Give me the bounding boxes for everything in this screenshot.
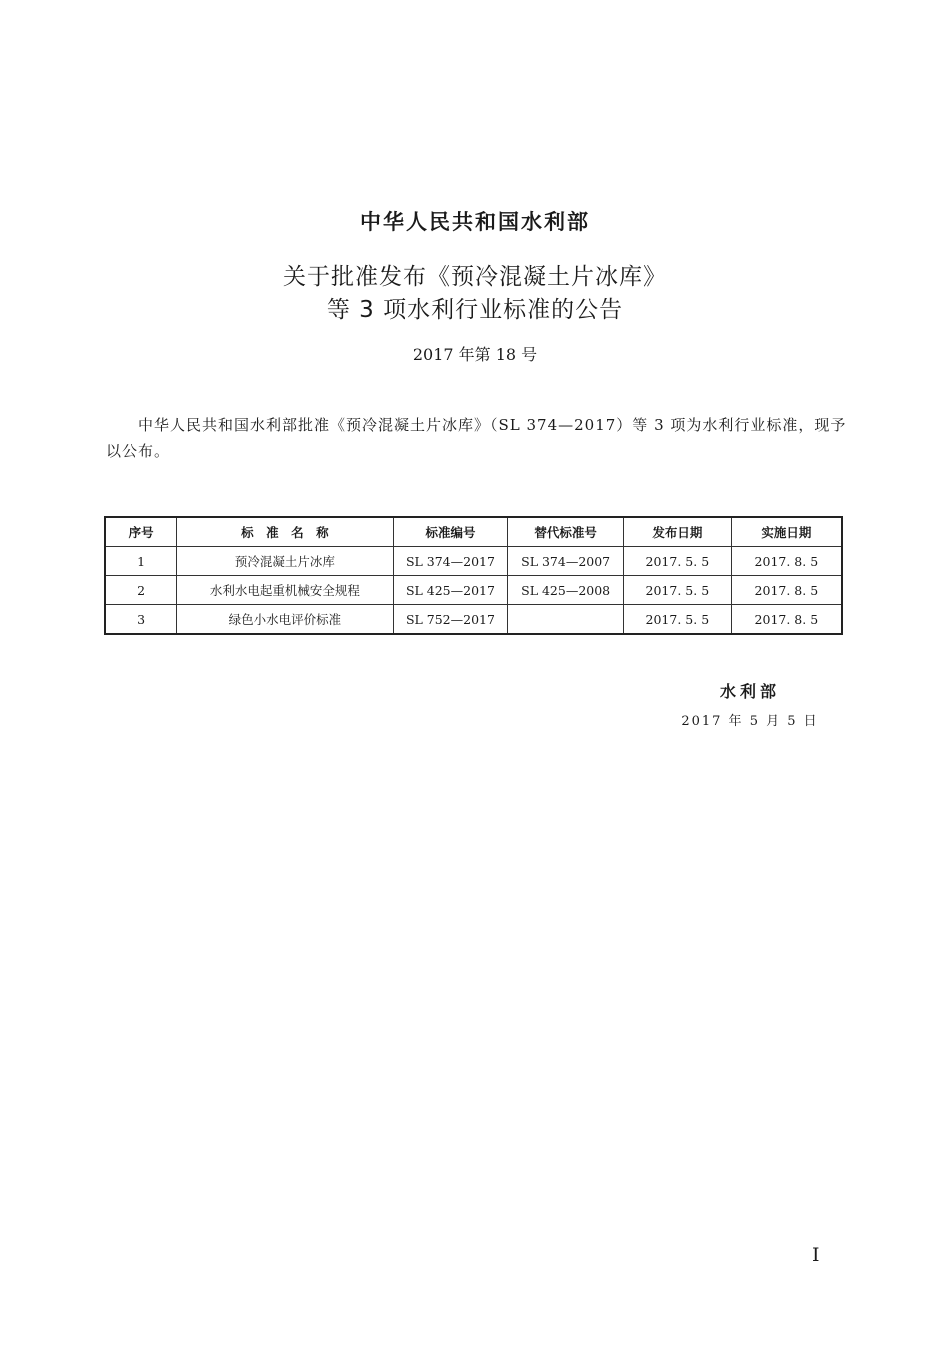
cell-serial: 2 — [105, 576, 177, 605]
table-row — [105, 576, 842, 605]
cell-replaced-code: SL 374—2007 — [508, 547, 624, 576]
cell-standard-code: SL 752—2017 — [393, 605, 508, 635]
cell-effective-date: 2017. 8. 5 — [731, 547, 842, 576]
cell-standard-name: 绿色小水电评价标准 — [177, 605, 393, 635]
cell-effective-date: 2017. 8. 5 — [731, 605, 842, 635]
announcement-body: 中华人民共和国水利部批准《预冷混凝土片冰库》（SL 374—2017）等 3 项为水利行业标准，现予以公布。 — [106, 416, 847, 460]
cell-replaced-code — [508, 605, 624, 635]
signature-date: 2017 年 5 月 5 日 — [681, 714, 819, 729]
table-row — [105, 547, 842, 576]
cell-publish-date: 2017. 5. 5 — [623, 576, 731, 605]
header-effective-date: 实施日期 — [731, 517, 842, 547]
table-row — [105, 605, 842, 635]
cell-replaced-code: SL 425—2008 — [508, 576, 624, 605]
document-number: 2017 年第 18 号 — [412, 345, 538, 364]
header-replaced-code: 替代标准号 — [508, 517, 624, 547]
cell-standard-name: 水利水电起重机械安全规程 — [177, 576, 393, 605]
page-number: I — [812, 1244, 820, 1266]
issuing-ministry: 中华人民共和国水利部 — [360, 210, 590, 234]
header-serial: 序号 — [105, 517, 177, 547]
cell-publish-date: 2017. 5. 5 — [623, 547, 731, 576]
standards-table — [104, 516, 843, 635]
table-header-row — [105, 517, 842, 547]
announcement-title-line-1: 关于批准发布《预冷混凝土片冰库》 — [283, 264, 667, 290]
header-standard-code: 标准编号 — [393, 517, 508, 547]
cell-standard-code: SL 425—2017 — [393, 576, 508, 605]
cell-standard-code: SL 374—2017 — [393, 547, 508, 576]
cell-publish-date: 2017. 5. 5 — [623, 605, 731, 635]
cell-serial: 3 — [105, 605, 177, 635]
header-publish-date: 发布日期 — [623, 517, 731, 547]
cell-standard-name: 预冷混凝土片冰库 — [177, 547, 393, 576]
cell-effective-date: 2017. 8. 5 — [731, 576, 842, 605]
signature-organization: 水利部 — [719, 682, 780, 701]
announcement-title-line-2: 等 3 项水利行业标准的公告 — [326, 297, 624, 323]
cell-serial: 1 — [105, 547, 177, 576]
header-standard-name: 标 准 名 称 — [177, 517, 393, 547]
